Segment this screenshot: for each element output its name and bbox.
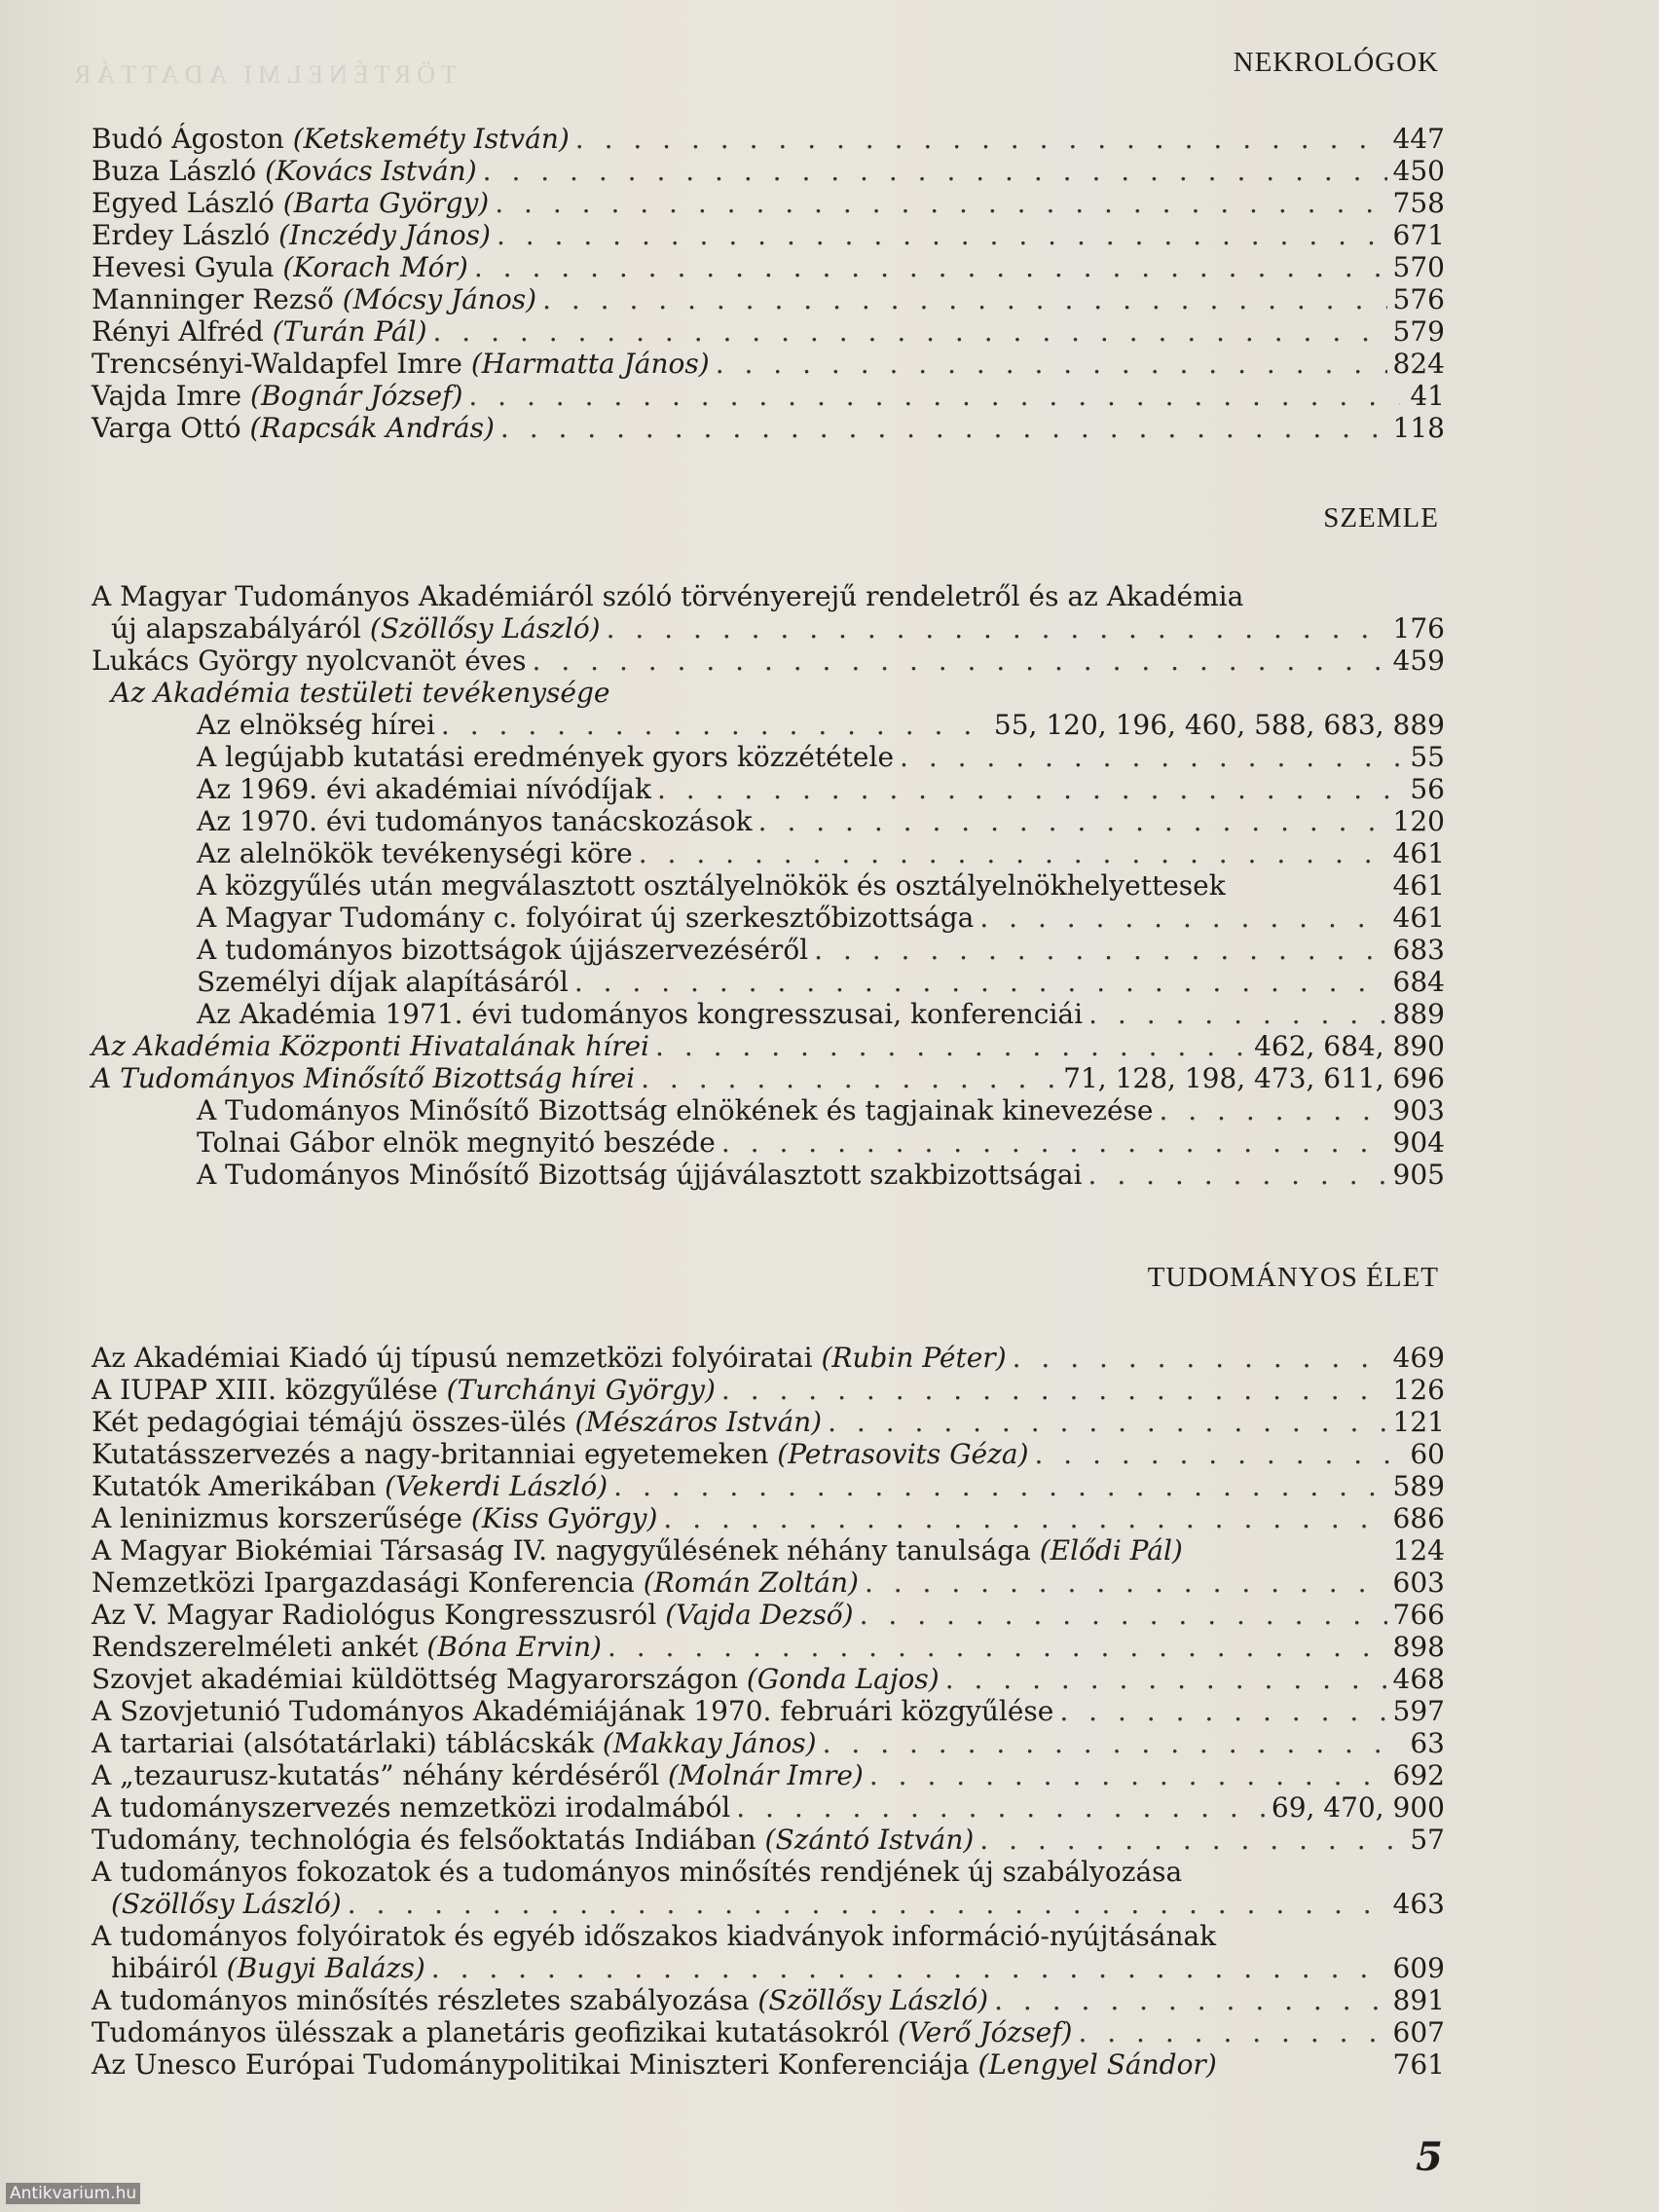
entry-author: (Mészáros István) [574, 1406, 823, 1438]
entry-text: A Szovjetunió Tudományos Akadémiájának 1970. februári közgyűlése [92, 1695, 1054, 1727]
entry-author: (Elődi Pál) [1039, 1534, 1183, 1567]
toc-entry-page: 121 [1392, 1406, 1445, 1438]
leader-dots [497, 219, 1387, 251]
entry-text: Budó Ágoston [92, 123, 293, 155]
toc-entry [92, 677, 1445, 709]
toc-entry-page: 824 [1392, 348, 1445, 380]
toc-entry [92, 123, 1445, 155]
toc-entry-page: 671 [1392, 219, 1445, 251]
entry-author: (Makkay János) [602, 1727, 817, 1759]
toc-entry [92, 612, 1445, 645]
toc-entry-page: 469 [1392, 1342, 1445, 1374]
toc-entry-page: 126 [1392, 1374, 1445, 1406]
toc-entry [92, 709, 1445, 741]
leader-dots [575, 123, 1387, 155]
toc-entry [92, 1695, 1445, 1727]
entry-author: (Szántó István) [764, 1824, 975, 1856]
entry-author: (Kovács István) [265, 155, 477, 187]
leader-dots [613, 1470, 1386, 1502]
entry-text: Vajda Imre [92, 380, 251, 412]
toc-entry-page: 69, 470, 900 [1271, 1791, 1445, 1824]
leader-dots [716, 348, 1387, 380]
leader-dots [721, 1126, 1387, 1159]
toc-entry-title [92, 1856, 1182, 1888]
entry-text: Kutatásszervezés a nagy-britanniai egyetemeken [92, 1438, 778, 1470]
entry-text: A tartariai (alsótatárlaki) táblácskák [92, 1727, 603, 1759]
toc-entry-title [92, 380, 462, 412]
toc-entry-title [92, 123, 570, 155]
entry-author: (Molnár Imre) [667, 1759, 864, 1791]
leader-dots [823, 1727, 1400, 1759]
leader-dots [1035, 1438, 1401, 1470]
entry-author: (Bugyi Balázs) [226, 1952, 425, 1984]
entry-author: (Barta György) [282, 187, 490, 219]
toc-entry-title [92, 1663, 940, 1695]
entry-text: Tolnai Gábor elnök megnyitó beszéde [197, 1126, 716, 1159]
leader-dots [608, 1631, 1387, 1663]
toc-entry-title [92, 1374, 716, 1406]
toc-entry [92, 1952, 1445, 1984]
entry-text: Tudomány, technológia és felsőoktatás Indiában [92, 1824, 765, 1856]
leader-dots [814, 934, 1386, 966]
toc-entry [92, 934, 1445, 966]
entry-text: Varga Ottó [92, 412, 250, 444]
entry-text: A Tudományos Minősítő Bizottság elnökének és tagjainak kinevezése [197, 1094, 1154, 1126]
entry-author: (Szöllősy László) [111, 1888, 342, 1920]
toc-entry-page: 71, 128, 198, 473, 611, 696 [1063, 1062, 1445, 1094]
toc-entry-page: 55, 120, 196, 460, 588, 683, 889 [993, 709, 1445, 741]
toc-entry-page: 766 [1392, 1599, 1445, 1631]
toc-entry-page: 683 [1392, 934, 1445, 966]
entry-text: Az Akadémia 1971. évi tudományos kongresszusai, konferenciái [197, 998, 1084, 1030]
toc-entry-title [92, 1695, 1053, 1727]
entry-text: A tudományszervezés nemzetközi irodalmából [92, 1791, 731, 1824]
entry-author: (Verő József) [898, 2016, 1073, 2048]
toc-entry-page: 761 [1392, 2048, 1445, 2081]
leader-dots [500, 412, 1387, 444]
entry-text: A Magyar Biokémiai Társaság IV. nagygyűlésének néhány tanulsága [92, 1534, 1040, 1567]
toc-entry-page: 63 [1410, 1727, 1445, 1759]
toc-entry [92, 1502, 1445, 1534]
toc-entry-title [92, 251, 468, 283]
toc-entry [92, 251, 1445, 283]
toc-entry-title [92, 1534, 1183, 1567]
toc-entry [92, 1663, 1445, 1695]
entry-author: (Gonda Lajos) [746, 1663, 940, 1695]
toc-entry-title [92, 412, 495, 444]
toc-entry-page: 597 [1392, 1695, 1445, 1727]
leader-dots [657, 773, 1400, 805]
entry-text: Rendszerelméleti ankét [92, 1631, 427, 1663]
toc-entry [92, 380, 1445, 412]
toc-entry-page: 463 [1392, 1888, 1445, 1920]
leader-dots [433, 315, 1387, 348]
toc-entry-title [197, 837, 633, 869]
entry-text: A tudományos bizottságok újjászervezéséről [197, 934, 809, 966]
toc-entry [92, 741, 1445, 773]
leader-dots [1013, 1342, 1387, 1374]
page-number: 5 [1416, 2134, 1443, 2180]
toc-entry-page: 468 [1392, 1663, 1445, 1695]
section-title-nekrologok: NEKROLÓGOK [1233, 47, 1439, 78]
entry-text: A Magyar Tudományos Akadémiáról szóló törvényerejű rendeletről és az Akadémia [92, 580, 1244, 612]
toc-entry-page: 57 [1410, 1824, 1445, 1856]
leader-dots [900, 741, 1400, 773]
toc-entry-page: 118 [1392, 412, 1445, 444]
toc-entry-page: 579 [1392, 315, 1445, 348]
toc-entry-title [197, 998, 1083, 1030]
toc-entry [92, 1534, 1445, 1567]
entry-author: (Bóna Ervin) [426, 1631, 602, 1663]
toc-entry-page: 692 [1392, 1759, 1445, 1791]
leader-dots [721, 1374, 1387, 1406]
toc-entry-title [111, 677, 610, 709]
entry-author: (Petrasovits Géza) [777, 1438, 1029, 1470]
entry-text: Lukács György nyolcvanöt éves [92, 645, 527, 677]
entry-text: Az 1969. évi akadémiai nívódíjak [197, 773, 651, 805]
toc-entry-page: 607 [1392, 2016, 1445, 2048]
toc-entry [92, 1374, 1445, 1406]
toc-entry-title [92, 1470, 608, 1502]
entry-text: hibáiról [111, 1952, 227, 1984]
toc-entry [92, 902, 1445, 934]
leader-dots [1078, 2016, 1386, 2048]
toc-entry [92, 1727, 1445, 1759]
entry-text: A tudományos minősítés részletes szabályozása [92, 1984, 758, 2016]
toc-entry-title [92, 1599, 854, 1631]
leader-dots [758, 805, 1387, 837]
leader-dots [431, 1952, 1387, 1984]
entry-author: (Rubin Péter) [821, 1342, 1007, 1374]
toc-entry [92, 1599, 1445, 1631]
entry-text: Tudományos ülésszak a planetáris geofizikai kutatásokról [92, 2016, 899, 2048]
toc-entry [92, 348, 1445, 380]
toc-entry-title [197, 966, 569, 998]
leader-dots [441, 709, 988, 741]
toc-entry-title [92, 187, 489, 219]
entry-text: Az Akadémia Központi Hivatalának hírei [92, 1030, 650, 1062]
toc-entry [92, 869, 1445, 902]
toc-entry-title [92, 1342, 1007, 1374]
toc-entry-title [197, 1094, 1153, 1126]
toc-entry-title [197, 709, 435, 741]
toc-entry [92, 187, 1445, 219]
toc-entry [92, 2048, 1445, 2081]
leader-dots [1088, 1159, 1387, 1191]
toc-entry [92, 219, 1445, 251]
toc-entry-title [197, 869, 1226, 902]
toc-entry [92, 1631, 1445, 1663]
section-title-szemle: SZEMLE [1323, 502, 1439, 534]
toc-entry-page: 904 [1392, 1126, 1445, 1159]
leader-dots [607, 612, 1387, 645]
toc-entry-title [197, 773, 651, 805]
toc-entry-page: 60 [1410, 1438, 1445, 1470]
entry-author: (Rapcsák András) [249, 412, 495, 444]
toc-entry [92, 1470, 1445, 1502]
toc-entry-title [92, 1984, 988, 2016]
leader-dots [860, 1599, 1387, 1631]
toc-entry-title [197, 741, 894, 773]
entry-text: Manninger Rezső [92, 283, 343, 315]
toc-entry [92, 837, 1445, 869]
toc-entry-title [92, 1062, 635, 1094]
toc-entry [92, 283, 1445, 315]
leader-dots [979, 902, 1386, 934]
entry-text: A leninizmus korszerűsége [92, 1502, 471, 1534]
entry-text: A Tudományos Minősítő Bizottság hírei [92, 1062, 636, 1094]
leader-dots [655, 1030, 1248, 1062]
entry-author: (Ketskeméty István) [292, 123, 570, 155]
entry-text: A tudományos fokozatok és a tudományos minősítés rendjének új szabályozása [92, 1856, 1183, 1888]
leader-dots [945, 1663, 1387, 1695]
entry-text: A közgyűlés után megválasztott osztályelnökök és osztályelnökhelyettesek [197, 869, 1226, 902]
toc-entry-page: 459 [1392, 645, 1445, 677]
entry-author: (Szöllősy László) [369, 612, 601, 645]
entry-author: (Vekerdi László) [385, 1470, 608, 1502]
leader-dots [474, 251, 1387, 283]
toc-entry [92, 412, 1445, 444]
toc-entry-page: 576 [1392, 283, 1445, 315]
leader-dots [994, 1984, 1386, 2016]
nekrologok-list [92, 123, 1445, 444]
toc-entry-title [197, 934, 808, 966]
toc-entry [92, 1888, 1445, 1920]
entry-text: Az Akadémiai Kiadó új típusú nemzetközi folyóiratai [92, 1342, 822, 1374]
leader-dots [639, 837, 1387, 869]
toc-entry-page: 898 [1392, 1631, 1445, 1663]
entry-text: Szovjet akadémiai küldöttség Magyarországon [92, 1663, 747, 1695]
toc-entry-title [92, 1502, 657, 1534]
toc-entry-page: 758 [1392, 187, 1445, 219]
toc-entry-page: 589 [1392, 1470, 1445, 1502]
toc-entry [92, 998, 1445, 1030]
toc-entry-page: 462, 684, 890 [1254, 1030, 1445, 1062]
leader-dots [1088, 998, 1386, 1030]
entry-author: (Bognár József) [250, 380, 463, 412]
toc-entry [92, 1126, 1445, 1159]
toc-entry-title [92, 1791, 730, 1824]
entry-text: Személyi díjak alapításáról [197, 966, 569, 998]
toc-entry-title [92, 1631, 602, 1663]
toc-entry-title [92, 1727, 817, 1759]
entry-text: A legújabb kutatási eredmények gyors közzététele [197, 741, 895, 773]
toc-entry-title [92, 219, 491, 251]
leader-dots [483, 155, 1387, 187]
leader-dots [869, 1759, 1387, 1791]
leader-dots [574, 966, 1387, 998]
entry-author: (Turán Pál) [272, 315, 427, 348]
entry-author: (Kiss György) [470, 1502, 658, 1534]
toc-entry-title [92, 283, 536, 315]
toc-entry-page: 120 [1392, 805, 1445, 837]
leader-dots [736, 1791, 1266, 1824]
entry-text: Az 1970. évi tudományos tanácskozások [197, 805, 753, 837]
toc-entry-title [92, 580, 1243, 612]
leader-dots [979, 1824, 1400, 1856]
toc-entry-title [111, 1952, 425, 1984]
toc-entry-page: 684 [1392, 966, 1445, 998]
szemle-list [92, 580, 1445, 1191]
toc-entry-title [197, 805, 753, 837]
entry-text: Rényi Alfréd [92, 315, 273, 348]
toc-entry [92, 805, 1445, 837]
entry-text: Hevesi Gyula [92, 251, 283, 283]
toc-entry-title [92, 2016, 1072, 2048]
toc-entry [92, 1062, 1445, 1094]
toc-entry-page: 450 [1392, 155, 1445, 187]
toc-entry-page: 570 [1392, 251, 1445, 283]
leader-dots [828, 1406, 1386, 1438]
toc-entry [92, 315, 1445, 348]
entry-author: (Harmatta János) [470, 348, 710, 380]
entry-text: Nemzetközi Ipargazdasági Konferencia [92, 1567, 644, 1599]
toc-entry-title [111, 612, 601, 645]
toc-entry-title [92, 1759, 864, 1791]
bleed-through-text: TÖRTÉNELMI ADATTÁR [68, 60, 457, 89]
toc-entry-title [92, 1030, 649, 1062]
toc-entry-title [197, 902, 974, 934]
leader-dots [1159, 1094, 1386, 1126]
toc-entry-page: 686 [1392, 1502, 1445, 1534]
entry-author: (Turchányi György) [446, 1374, 716, 1406]
entry-text: Erdey László [92, 219, 279, 251]
entry-author: (Lengyel Sándor) [977, 2048, 1217, 2081]
entry-text: Az alelnökök tevékenységi köre [197, 837, 633, 869]
toc-entry [92, 1030, 1445, 1062]
entry-text: A Tudományos Minősítő Bizottság újjáválasztott szakbizottságai [197, 1159, 1083, 1191]
leader-dots [1059, 1695, 1386, 1727]
toc-entry-page: 905 [1392, 1159, 1445, 1191]
toc-entry-page: 461 [1392, 902, 1445, 934]
toc-entry [92, 155, 1445, 187]
entry-text: új alapszabályáról [111, 612, 370, 645]
toc-entry [92, 1856, 1445, 1888]
toc-entry [92, 1824, 1445, 1856]
toc-entry-page: 609 [1392, 1952, 1445, 1984]
toc-entry [92, 1920, 1445, 1952]
entry-author: (Vajda Dezső) [665, 1599, 854, 1631]
toc-entry-page: 889 [1392, 998, 1445, 1030]
entry-text: Egyed László [92, 187, 283, 219]
toc-entry-page: 461 [1392, 869, 1445, 902]
leader-dots [663, 1502, 1386, 1534]
toc-entry [92, 645, 1445, 677]
toc-entry-page: 903 [1392, 1094, 1445, 1126]
toc-entry-page: 124 [1392, 1534, 1445, 1567]
toc-entry-title [111, 1888, 342, 1920]
toc-entry-title [92, 1406, 822, 1438]
leader-dots [533, 645, 1387, 677]
toc-entry [92, 1791, 1445, 1824]
toc-entry-title [92, 645, 527, 677]
toc-entry-page: 56 [1410, 773, 1445, 805]
toc-entry [92, 1759, 1445, 1791]
toc-entry-page: 447 [1392, 123, 1445, 155]
leader-dots [542, 283, 1386, 315]
entry-author: (Mócsy János) [342, 283, 537, 315]
toc-entry [92, 580, 1445, 612]
entry-author: (Szöllősy László) [757, 1984, 989, 2016]
toc-entry [92, 1567, 1445, 1599]
toc-entry-page: 41 [1410, 380, 1445, 412]
entry-text: A „tezaurusz-kutatás” néhány kérdéséről [92, 1759, 668, 1791]
entry-text: Az Akadémia testületi tevékenysége [111, 677, 610, 709]
toc-entry-title [197, 1126, 716, 1159]
entry-author: (Inczédy János) [278, 219, 491, 251]
toc-entry-title [92, 1920, 1216, 1952]
entry-text: A Magyar Tudomány c. folyóirat új szerkesztőbizottsága [197, 902, 975, 934]
toc-entry-title [92, 315, 427, 348]
entry-text: Buza László [92, 155, 266, 187]
entry-text: Két pedagógiai témájú összes-ülés [92, 1406, 575, 1438]
leader-dots [468, 380, 1400, 412]
toc-entry-title [92, 1824, 974, 1856]
toc-entry-title [92, 1567, 859, 1599]
leader-dots [348, 1888, 1387, 1920]
section-title-tudomanyos-elet: TUDOMÁNYOS ÉLET [1147, 1262, 1439, 1293]
entry-text: A tudományos folyóiratok és egyéb időszakos kiadványok információ-nyújtásának [92, 1920, 1217, 1952]
entry-text: Kutatók Amerikában [92, 1470, 386, 1502]
leader-dots [641, 1062, 1057, 1094]
entry-author: (Korach Mór) [282, 251, 468, 283]
toc-entry [92, 1159, 1445, 1191]
entry-text: A IUPAP XIII. közgyűlése [92, 1374, 447, 1406]
toc-entry-page: 55 [1410, 741, 1445, 773]
toc-entry [92, 1342, 1445, 1374]
toc-entry-title [197, 1159, 1083, 1191]
tudomanyos-elet-list [92, 1342, 1445, 2081]
toc-entry-title [92, 155, 477, 187]
toc-entry [92, 1984, 1445, 2016]
toc-entry [92, 1094, 1445, 1126]
toc-entry-title [92, 348, 710, 380]
leader-dots [865, 1567, 1387, 1599]
entry-text: Trencsényi-Waldapfel Imre [92, 348, 471, 380]
toc-entry-title [92, 1438, 1029, 1470]
entry-text: Az Unesco Európai Tudománypolitikai Miniszteri Konferenciája [92, 2048, 978, 2081]
toc-entry [92, 1438, 1445, 1470]
toc-entry-page: 603 [1392, 1567, 1445, 1599]
watermark: Antikvarium.hu [6, 2183, 140, 2204]
leader-dots [495, 187, 1386, 219]
toc-entry-page: 461 [1392, 837, 1445, 869]
toc-entry-title [92, 2048, 1217, 2081]
toc-entry [92, 1406, 1445, 1438]
toc-entry [92, 773, 1445, 805]
toc-entry [92, 966, 1445, 998]
entry-text: Az elnökség hírei [197, 709, 435, 741]
toc-entry [92, 2016, 1445, 2048]
entry-author: (Román Zoltán) [643, 1567, 859, 1599]
toc-entry-page: 176 [1392, 612, 1445, 645]
toc-entry-page: 891 [1392, 1984, 1445, 2016]
entry-text: Az V. Magyar Radiológus Kongresszusról [92, 1599, 666, 1631]
